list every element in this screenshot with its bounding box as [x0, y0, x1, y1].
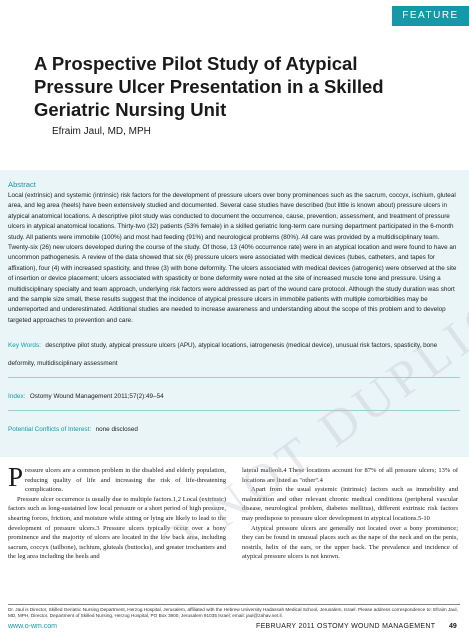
article-title — [34, 52, 454, 121]
issue-info: FEBRUARY 2011 OSTOMY WOUND MANAGEMENT — [256, 623, 436, 630]
page-footer — [8, 623, 460, 635]
conflicts-text: none disclosed — [95, 426, 138, 434]
footnote-text: Dr. Jaul is Director, Skilled Geriatric Nursing Department, Herzog Hospital, Jerusalem, affiliated with the Hebrew University Hadassah Medical School, Jerusalem, Israel. Please address correspondence to: Efraim Jaul, MD, MPH, Director, Department of Skilled Nursing, Herzog Hospital, PO Box 3900, Jerusalem 91035 Israel; email: jaul@zahav.net.il. — [8, 607, 458, 619]
abstract-divider — [8, 410, 460, 411]
title-line-3: Geriatric Nursing Unit — [34, 99, 227, 120]
article-authors: Efraim Jaul, MD, MPH — [52, 126, 151, 137]
drop-cap: P — [8, 462, 24, 492]
index-label: Index: — [8, 393, 26, 401]
body-paragraph: Apart from the usual systemic (intrinsic) factors such as immobility and malnutrition and other relevant chronic medical conditions (peripheral vascular disease, neurological problem, diabetes mellitus), different extrinsic risk factors may predispose to pressure ulcer development in atypical locations.5-10 — [242, 486, 458, 522]
body-text: ressure ulcers are a common problem in the disabled and elderly population, reducing quality of life and increasing the risk of life-threatening complications. — [25, 467, 226, 494]
abstract-content — [8, 180, 460, 436]
body-paragraph: Pressure ulcer occurrence is usually due to multiple factors.1,2 Local (extrinsic) factors such as long-sustained low local pressure or a short period of high pressure, shearing forces, friction, and moisture while sitting or lying are likely to lead to the development of pressure ulcers.3 Pressure ulcers typically occur over a bony prominence and the majority of ulcers are located in the low back area, including sacrum, coccyx (tailbone), ischium, gluteals (buttocks), and greater trochanters and the leg area including the heels and — [8, 495, 226, 561]
section-label: FEATURE — [392, 6, 469, 26]
keywords-label: Key Words: — [8, 342, 41, 350]
website-link[interactable]: www.o-wm.com — [8, 623, 58, 630]
body-column-left — [8, 462, 226, 562]
index-line — [8, 385, 460, 403]
keywords-text: descriptive pilot study, atypical pressure ulcers (APU), atypical locations, iatrogenesis (medical device), unusual risk factors, spasticity, bone deformity, multidisciplinary assessment — [8, 342, 438, 368]
title-line-2: Pressure Ulcer Presentation in a Skilled — [34, 76, 384, 97]
abstract-heading: Abstract — [8, 180, 36, 189]
body-paragraph: lateral malleoli.4 These locations account for 87% of all pressure ulcers; 13% of locations are listed as "other".4 — [242, 467, 458, 484]
index-text: Ostomy Wound Management 2011;57(2):49–54 — [29, 393, 164, 401]
abstract-body: Local (extrinsic) and systemic (intrinsic) risk factors for the development of pressure ulcers over bony prominences such as the sacrum, coccyx, ischium, gluteal area, and leg area (heels) have been extensively studied and documented. Several case studies have described (but little is known about) pressure ulcers in atypical anatomical locations. A descriptive pilot study was conducted to document the occurrence, cause, prevention, assessment, and treatment of pressure ulcers in atypical anatomical locations. Thirty-two (32) patients (53% female) in a skilled geriatric long-term care nursing department participated in the 6-month study. All patients were immobile (100%) and most had feeding (91%) and neurological problems (80%). All care was provided by a multidisciplinary team. Twenty-six (26) new ulcers developed during the course of the study. Of those, 13 (40% occurrence rate) were in an atypical location and were found to have an uncommon pathogenesis. A review of the data showed that six (6) pressure ulcers were associated with medical devices (tubes, catheters, and tapes for affixation), four (4) with increased spasticity, and three (3) with bone deformity. The ulcers associated with medical devices (iatrogenic) were observed at the site of insertion or device placement; ulcers associated with spasticity or bone deformity were noted at the site of increased muscle tone and pressure. Using a multidisciplinary specialty and team approach, underlying risk factors were addressed as part of the wound care protocol. Although the study duration was short and the sample size small, these results suggest that the incidence of atypical pressure ulcers in immobile patients with multiple comorbidities may be underreported and underestimated. Additional studies are needed to increase awareness and understanding about the scope of this problem and to develop targeted approaches to prevention and care. — [8, 192, 457, 324]
page-number: 49 — [449, 623, 457, 630]
abstract-divider — [8, 377, 460, 378]
conflicts-label: Potential Conflicts of Interest: — [8, 426, 92, 434]
body-paragraph — [8, 462, 226, 495]
title-line-1: A Prospective Pilot Study of Atypical — [34, 53, 358, 74]
abstract-box — [0, 170, 469, 457]
body-column-right — [242, 466, 458, 562]
conflicts-line — [8, 418, 460, 436]
body-paragraph: Atypical pressure ulcers are generally not located over a bony prominence; they can be found in unusual places such as the nape of the neck and on the penis, nostrils, helix of the ears, or the upper back. The prevalence and incidence of atypical pressure ulcers is not known. — [242, 524, 458, 561]
keywords-line — [8, 334, 460, 370]
author-footnote — [8, 604, 460, 620]
